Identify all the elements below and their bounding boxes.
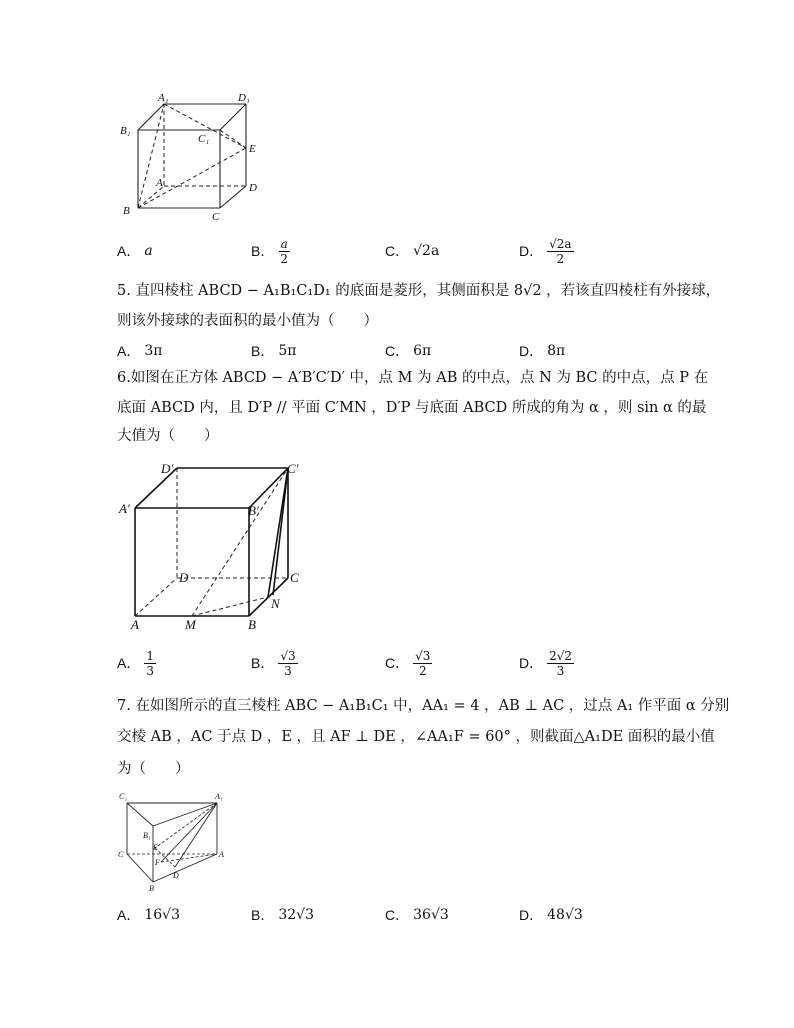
label-d: D [249,182,257,194]
q7-option-d[interactable]: D． 48√3 [519,907,583,923]
fraction: $\frac{√3}{2}$ [415,648,431,678]
q6-stem-line2: 底面 ABCD 内，且 D′P // 平面 C′MN ，D′P 与底面 ABCD 所成的角为 α ，则 sin α 的最 [117,400,707,416]
q6-option-a[interactable]: A． $\frac{1}{3}$ [117,648,154,678]
fraction: $\frac{√2a}{2}$ [549,236,572,266]
q5-option-d[interactable]: D． 8π [519,343,566,359]
q6-stem-line1: 6.如图在正方体 ABCD − A′B′C′D′ 中，点 M 为 AB 的中点，点 N 为 BC 的中点，点 P 在 [117,370,709,386]
q5-option-c[interactable]: C． 6π [385,343,432,359]
label-c1: C₁ [198,133,210,145]
label-f: F [155,858,160,867]
fraction: $\frac{2√2}{3}$ [549,648,573,678]
q7-options [117,898,717,932]
label-b-prime: B′ [248,503,259,518]
figure-cube-mn [115,455,315,635]
q4-option-d[interactable]: D． $\frac{√2a}{2}$ [519,236,572,266]
label-d-prime: D′ [161,461,174,476]
q7-option-a[interactable]: A． 16√3 [117,907,180,923]
q7-stem-line3: 为（ ） [117,761,190,777]
label-b1: B₁ [120,125,131,137]
label-b: B [123,205,130,217]
q5-stem-line2: 则该外接球的表面积的最小值为（ ） [117,313,378,329]
label-a: A [131,617,139,632]
q6-option-d[interactable]: D． $\frac{2√2}{3}$ [519,648,573,678]
label-e: E [249,143,256,155]
q5-stem-line1: 5. 直四棱柱 ABCD − A₁B₁C₁D₁ 的底面是菱形，其侧面积是 8√2 ，若该直四棱柱有外接球， [117,283,721,299]
label-e: E [153,843,158,852]
q6-option-c[interactable]: C． $\frac{√3}{2}$ [385,648,431,678]
label-c: C [118,850,124,859]
fraction: $\frac{1}{3}$ [146,648,154,678]
label-d1: D₁ [238,92,250,104]
label-a1: A₁ [158,92,169,104]
q7-option-b[interactable]: B． 32√3 [251,907,314,923]
label-c-prime: C′ [287,461,299,476]
label-a: A [219,850,224,859]
q4-options [117,234,717,268]
label-d: D [173,871,179,880]
label-a-prime: A′ [119,501,130,516]
fraction: $\frac{a}{2}$ [280,236,288,266]
label-d: D [179,570,189,585]
q6-options [117,646,717,680]
label-c1: C₁ [119,792,128,801]
label-m: M [185,617,196,632]
label-b: B [248,617,256,632]
q5-option-a[interactable]: A． 3π [117,343,163,359]
label-c: C [290,570,299,585]
q7-stem-line1: 7. 在如图所示的直三棱柱 ABC − A₁B₁C₁ 中，AA₁ = 4 ，AB ⊥ AC ，过点 A₁ 作平面 α 分别 [117,698,730,714]
q7-stem-line2: 交棱 AB ，AC 于点 D ，E ，且 AF ⊥ DE ，∠AA₁F = 60° ，则截面△A₁DE 面积的最小值 [117,729,715,745]
label-b: B [149,884,154,893]
q5-options [117,334,717,368]
q5-option-b[interactable]: B． 5π [251,343,297,359]
label-c: C [212,211,220,223]
q4-option-b[interactable]: B． $\frac{a}{2}$ [251,236,288,266]
q4-option-c[interactable]: C． √2a [385,243,440,259]
q6-option-b[interactable]: B． $\frac{√3}{3}$ [251,648,296,678]
q7-option-c[interactable]: C． 36√3 [385,907,449,923]
q6-stem-line3: 大值为（ ） [117,428,219,444]
label-n: N [271,596,280,611]
q4-option-a[interactable]: A． a [117,243,153,259]
fraction: $\frac{√3}{3}$ [280,648,296,678]
figure-cube-e [118,90,268,225]
figure-prism [115,788,230,893]
label-a1: A₁ [215,792,223,801]
label-a: A [156,177,163,189]
label-b1: B₁ [143,831,151,840]
